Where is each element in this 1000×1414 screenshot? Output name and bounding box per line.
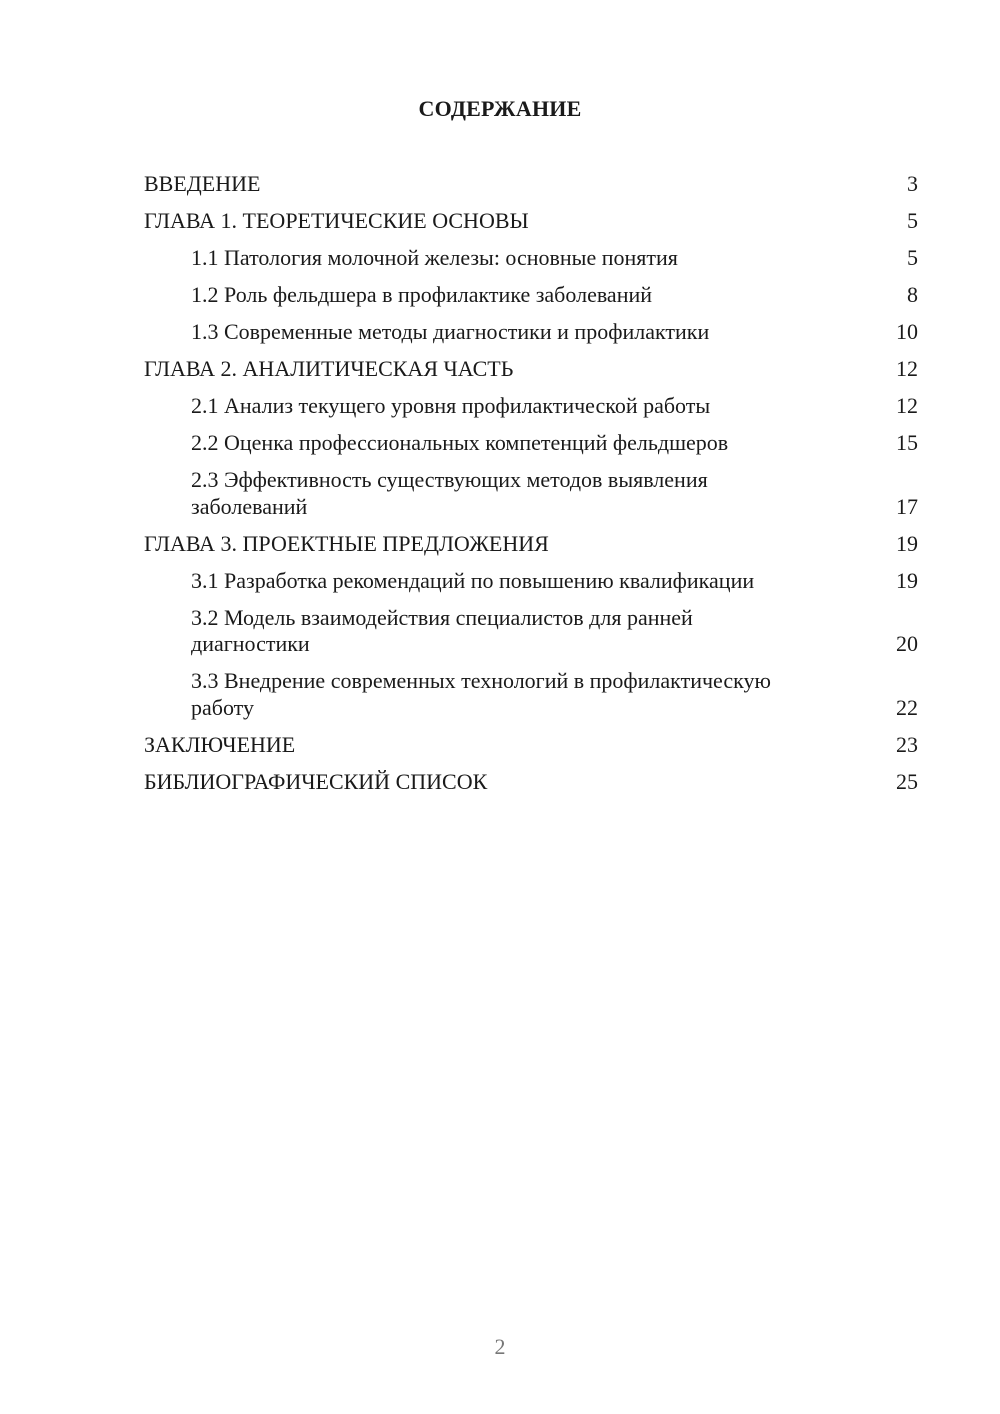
- toc-entry-page: 8: [907, 282, 918, 307]
- toc-entry-page: 3: [907, 171, 918, 196]
- toc-entry-label: 1.2 Роль фельдшера в профилактике заболеваний: [191, 282, 653, 307]
- toc-entry-section-1-2[interactable]: [144, 282, 918, 309]
- toc-entry-page: 5: [907, 245, 918, 270]
- toc-entry-label: 1.3 Современные методы диагностики и профилактики: [191, 319, 710, 344]
- toc-entry-page: 20: [896, 631, 918, 656]
- toc-entry-page: 5: [907, 208, 918, 233]
- toc-entry-bibliography[interactable]: [144, 769, 918, 796]
- page-number: 2: [494, 1334, 506, 1359]
- toc-entry-label: БИБЛИОГРАФИЧЕСКИЙ СПИСОК: [144, 768, 488, 794]
- toc-entry-label: ГЛАВА 1. ТЕОРЕТИЧЕСКИЕ ОСНОВЫ: [144, 208, 529, 233]
- toc-entry-label: 3.3 Внедрение современных технологий в профилактическую работу: [191, 668, 771, 720]
- toc-entry-page: 12: [896, 356, 918, 381]
- toc-entry-page: 10: [896, 319, 918, 344]
- toc-entry-section-3-2[interactable]: [144, 605, 918, 658]
- toc-entry-page: 23: [896, 731, 918, 757]
- toc-entry-label: 2.2 Оценка профессиональных компетенций фельдшеров: [191, 430, 729, 455]
- toc-entry-page: 22: [896, 694, 918, 720]
- toc-entry-chapter-1[interactable]: [144, 208, 918, 235]
- toc-entry-chapter-2[interactable]: [144, 356, 918, 383]
- toc-entry-label: 1.1 Патология молочной железы: основные понятия: [191, 245, 678, 270]
- toc-entry-page: 15: [896, 430, 918, 455]
- toc-entry-label: ГЛАВА 2. АНАЛИТИЧЕСКАЯ ЧАСТЬ: [144, 356, 514, 381]
- page-title: СОДЕРЖАНИЕ: [418, 96, 582, 121]
- toc-entry-page: 17: [896, 493, 918, 519]
- toc-entry-introduction[interactable]: [144, 171, 918, 198]
- toc-entry-label: 2.3 Эффективность существующих методов выявления заболеваний: [191, 467, 708, 519]
- table-of-contents: [144, 171, 918, 806]
- toc-entry-section-3-3[interactable]: [144, 668, 918, 721]
- toc-entry-page: 19: [896, 530, 918, 556]
- toc-entry-section-2-2[interactable]: [144, 430, 918, 457]
- toc-entry-section-1-3[interactable]: [144, 319, 918, 346]
- toc-entry-section-3-1[interactable]: [144, 568, 918, 595]
- toc-entry-section-2-3[interactable]: [144, 467, 918, 520]
- toc-entry-section-2-1[interactable]: [144, 393, 918, 420]
- toc-entry-section-1-1[interactable]: [144, 245, 918, 272]
- toc-entry-label: 2.1 Анализ текущего уровня профилактической работы: [191, 393, 711, 418]
- toc-entry-label: 3.2 Модель взаимодействия специалистов для ранней диагностики: [191, 604, 693, 656]
- toc-entry-label: 3.1 Разработка рекомендаций по повышению квалификации: [191, 567, 755, 593]
- toc-entry-label: ВВЕДЕНИЕ: [144, 171, 261, 196]
- toc-entry-label: ЗАКЛЮЧЕНИЕ: [144, 731, 296, 757]
- toc-entry-page: 19: [896, 567, 918, 593]
- toc-entry-page: 12: [896, 393, 918, 418]
- toc-entry-page: 25: [896, 768, 918, 794]
- toc-entry-label: ГЛАВА 3. ПРОЕКТНЫЕ ПРЕДЛОЖЕНИЯ: [144, 530, 549, 556]
- toc-entry-conclusion[interactable]: [144, 732, 918, 759]
- toc-entry-chapter-3[interactable]: [144, 531, 918, 558]
